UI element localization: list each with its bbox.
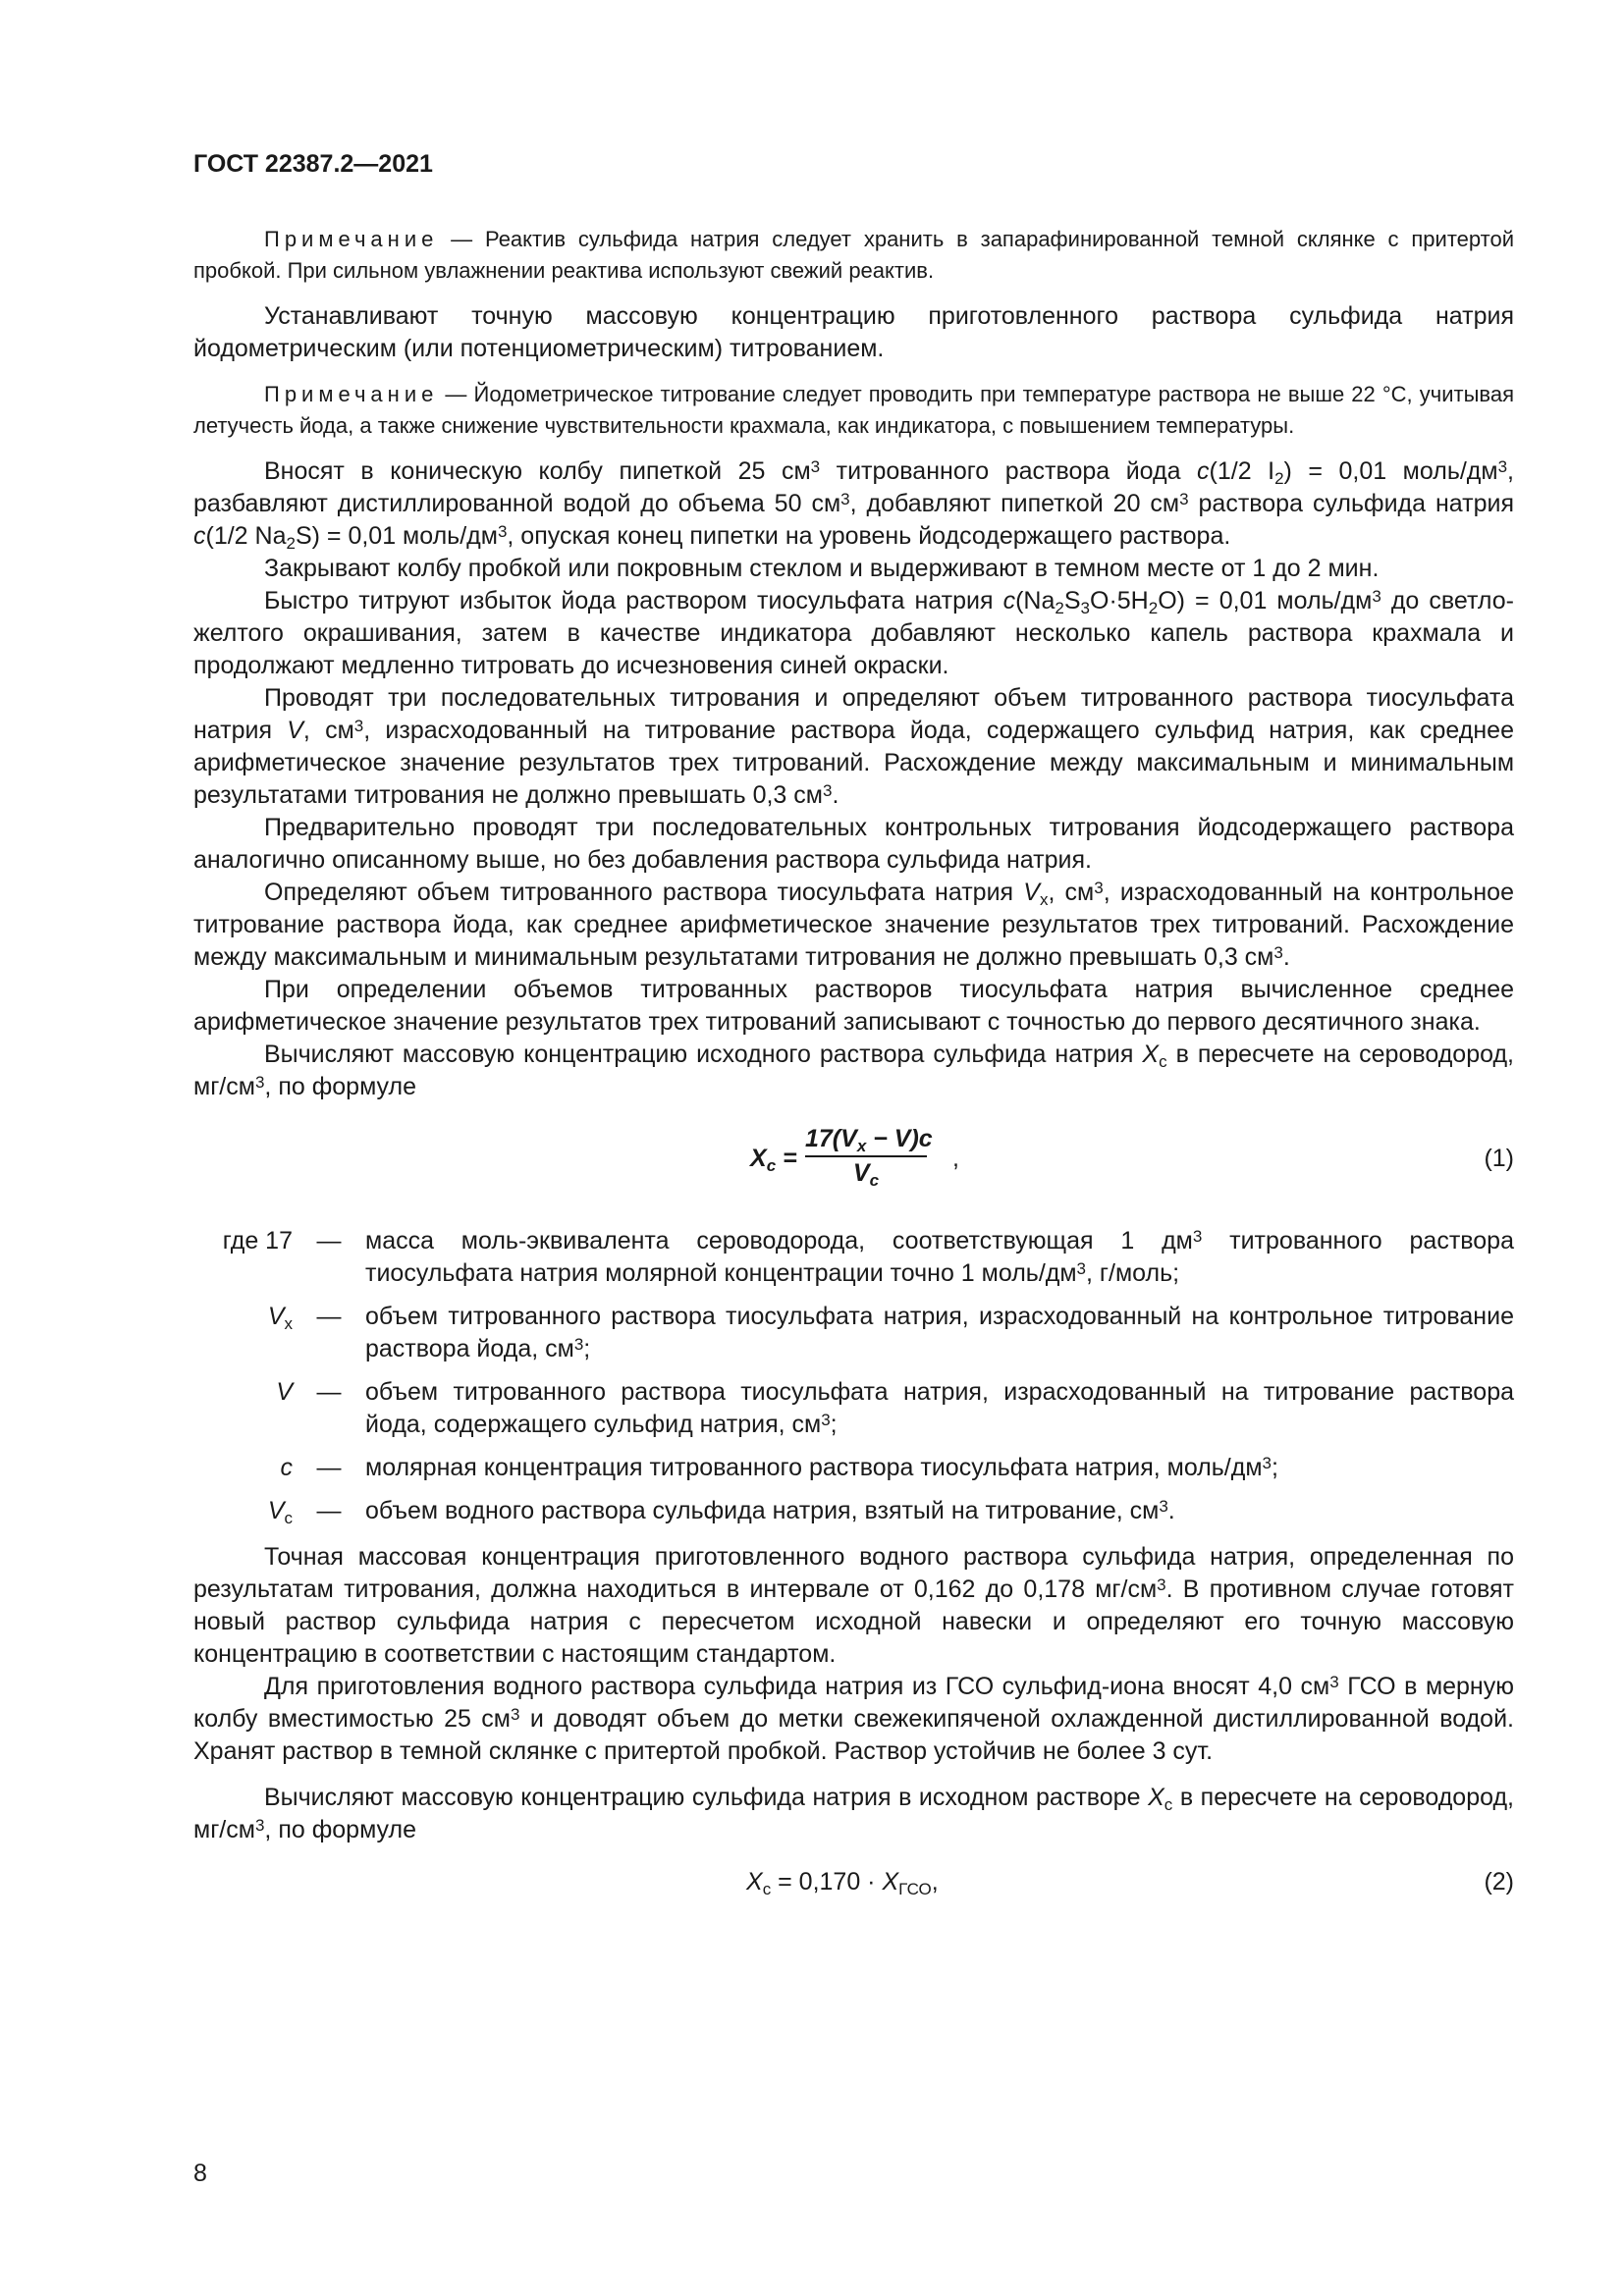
paragraph-flask: Вносят в коническую колбу пипеткой 25 $см^3$ титрованного раствора йода c(1/2 $I_2) = 0,01$ моль/$дм^3$, разбавляют дистиллированной водой до объема 50 $см^3$, добавляют пипеткой 20 $см^3$ раствора сульфида натрия c(1/2 $Na_2S) = 0,01$ моль/$дм^3$, опуская конец пипетки на уровень йодсодержащего раствора. — [193, 457, 1514, 553]
paragraph-calc-formula2: Вычисляют массовую концентрацию сульфида натрия в исходном растворе $X_c$ в пересчете на сероводород, $мг/см^3$, по формуле — [193, 1784, 1514, 1843]
page-number: 8 — [193, 2160, 207, 2187]
paragraph-titrate: Быстро титруют избыток йода раствором тиосульфата натрия $c(Na_2S_3O\cdot 5H_2O) = 0,01$ моль/$дм^3$ до светло-желтого окрашивания, затем в качестве индикатора добавляют несколько капель раствора крахмала и продолжают медленно титровать до исчезновения синей окраски. — [193, 587, 1514, 679]
paragraph-iodometric: Устанавливают точную массовую концентрацию приготовленного раствора сульфида натрия йодометрическим (или потенциометрическим) титрованием. — [193, 302, 1514, 362]
formula-2-number: (2) — [1484, 1868, 1514, 1896]
paragraph-vx: Определяют объем титрованного раствора тиосульфата натрия $V_x$, $см^3$, израсходованный на контрольное титрование раствора йода, как среднее арифметическое значение результатов трех титрований. Расхождение между максимальным и минимальным результатами титрования не должно превышать 0,3 $см^3$. — [193, 879, 1514, 971]
paragraph-calc-formula1: Вычисляют массовую концентрацию исходного раствора сульфида натрия $X_c$ в пересчете на сероводород, $мг/см^3$, по формуле — [193, 1041, 1515, 1100]
paragraph-control-titration: Предварительно проводят три последовательных контрольных титрования йодсодержащего раствора аналогично описанному выше, но без добавления раствора сульфида натрия. — [193, 814, 1514, 874]
document-body — [193, 224, 1514, 1919]
note-reagent-storage: Примечание — Реактив сульфида натрия следует хранить в запарафинированной темной склянке с притертой пробкой. При сильном увлажнении реактива используют свежий реактив. — [193, 227, 1514, 283]
where-item: где 17 — масса моль-эквивалента сероводорода, соответствующая 1 $дм^3$ титрованного раствора тиосульфата натрия молярной концентрации точно 1 моль/$дм^3$, г/моль; — [222, 1227, 1514, 1287]
paragraph-close-flask: Закрывают колбу пробкой или покровным стеклом и выдерживают в темном месте от 1 до 2 мин. — [264, 555, 1380, 582]
note-temperature: Примечание — Йодометрическое титрование следует проводить при температуре раствора не выше 22 °С, учитывая летучесть йода, а также снижение чувствительности крахмала, как индикатора, с повышением температуры. — [193, 382, 1514, 438]
paragraph-exact-concentration: Точная массовая концентрация приготовленного водного раствора сульфида натрия, определенная по результатам титрования, должна находиться в интервале от 0,162 до 0,178 $мг/см^3$. В противном случае готовят новый раствор сульфида натрия с пересчетом исходной навески и определяют его точную массовую концентрацию в соответствии с настоящим стандартом. — [193, 1543, 1514, 1668]
paragraph-precision: При определении объемов титрованных растворов тиосульфата натрия вычисленное среднее арифметическое значение результатов трех титрований записывают с точностью до первого десятичного знака. — [193, 976, 1514, 1036]
formula-1-fraction — [805, 1125, 933, 1190]
paragraph-gso-preparation: Для приготовления водного раствора сульфида натрия из ГСО сульфид-иона вносят 4,0 $см^3$ ГСО в мерную колбу вместимостью 25 $см^3$ и доводят объем до метки свежекипяченой охлажденной дистиллированной водой. Хранят раствор в темной склянке с притертой пробкой. Раствор устойчив не более 3 сут. — [193, 1673, 1514, 1765]
document-header: ГОСТ 22387.2—2021 — [193, 150, 433, 178]
formula-1-number: (1) — [1484, 1145, 1514, 1172]
formula-1: $X_c$ = $\frac{17(V_x - V)c}{V_c}$ , (1) — [750, 1125, 1514, 1190]
where-item: c — молярная концентрация титрованного раствора тиосульфата натрия, моль/$дм^3$; — [280, 1454, 1278, 1481]
formula-1-lhs: $X_c$ = — [750, 1145, 797, 1175]
paragraph-three-titrations: Проводят три последовательных титрования и определяют объем титрованного раствора тиосульфата натрия V, $см^3$, израсходованный на титрование раствора йода, содержащего сульфид натрия, как среднее арифметическое значение результатов трех титрований. Расхождение между максимальным и минимальным результатами титрования не должно превышать 0,3 $см^3$. — [193, 684, 1514, 809]
formula-2 — [193, 1860, 1514, 1919]
where-list — [193, 1225, 1514, 1527]
formula-2-expression: $X_c = 0,170 \cdot X_{ГСО}$, — [746, 1868, 939, 1898]
formula-1-denominator: $V_c$ — [852, 1159, 880, 1190]
where-item: $V_c$ — объем водного раствора сульфида натрия, взятый на титрование, $см^3$. — [267, 1497, 1175, 1527]
formula-1-numerator: $17(V_x - V)c$ — [805, 1125, 933, 1155]
where-item: V — объем титрованного раствора тиосульфата натрия, израсходованный на титрование раствора йода, содержащего сульфид натрия, $см^3$; — [276, 1378, 1514, 1438]
where-item: $V_x$ — объем титрованного раствора тиосульфата натрия, израсходованный на контрольное титрование раствора йода, $см^3$; — [267, 1303, 1514, 1362]
